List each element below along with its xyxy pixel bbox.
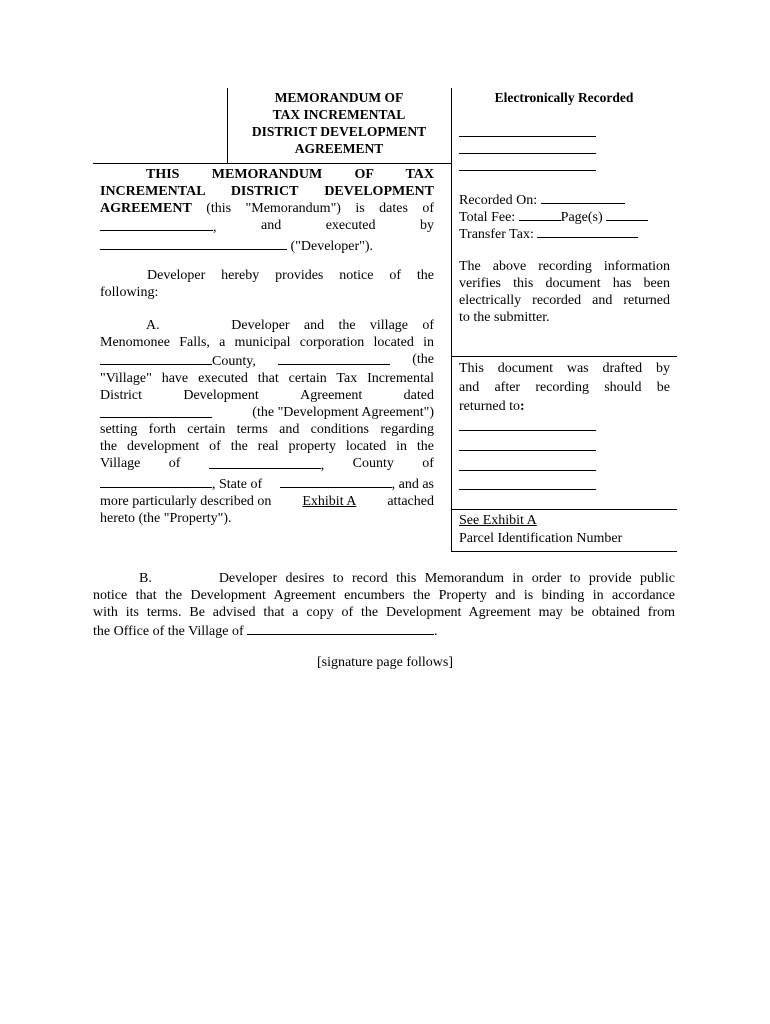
date-blank	[100, 217, 213, 231]
total-fee-blank	[519, 207, 561, 221]
county-of-blank	[100, 474, 212, 488]
title-line-4: AGREEMENT	[294, 141, 384, 156]
b-line-2: notice that the Development Agreement encumbers the Property and is binding in accordance	[93, 588, 675, 603]
intro-executed: executed	[325, 218, 376, 233]
intro-agreement-bold: AGREEMENT	[100, 201, 192, 216]
a-line-1: A. Developer and the village of	[146, 318, 434, 333]
a-line-3	[100, 351, 434, 370]
a-attached: attached	[387, 494, 434, 509]
a-development: Development	[183, 388, 259, 403]
intro-line-4	[100, 217, 434, 236]
drafted-line-3	[459, 397, 670, 416]
b-office-of: the Office of the Village of	[93, 624, 244, 639]
b-line-1: B. Developer desires to record this Memorandum in order to provide public	[139, 571, 675, 586]
intro-line-2: INCREMENTAL DISTRICT DEVELOPMENT	[100, 184, 434, 199]
returned-to-colon: :	[520, 399, 525, 414]
recorded-on-label: Recorded On:	[459, 193, 538, 208]
electronically-recorded-heading: Electronically Recorded	[494, 90, 634, 105]
paragraph-a	[100, 317, 434, 527]
b-line-3: with its terms. Be advised that a copy of the Development Agreement may be obtained from	[93, 605, 675, 620]
intro-by: by	[419, 218, 434, 233]
a-the: (the	[412, 352, 434, 367]
title-line-1: MEMORANDUM OF	[274, 90, 404, 105]
state-field	[280, 474, 434, 493]
recording-info-line-3: electrically recorded and returned	[459, 293, 670, 308]
a-line-10	[100, 474, 434, 493]
agreement-date-blank	[100, 404, 212, 418]
right-divider-2	[451, 509, 677, 510]
state-of-label: , State of	[212, 477, 263, 492]
right-divider-1	[451, 356, 677, 357]
a-line-9	[100, 455, 434, 474]
a-line-2: Menomonee Falls, a municipal corporation located in	[100, 335, 434, 350]
village-of-blank	[209, 455, 321, 469]
return-address-blank-1	[459, 430, 596, 431]
state-blank	[280, 474, 392, 488]
drafted-line-1: This document was drafted by	[459, 361, 670, 376]
transfer-tax-label: Transfer Tax:	[459, 227, 534, 242]
recorded-on-blank	[541, 190, 625, 204]
a-village: Village	[100, 456, 141, 471]
intro-comma: ,	[213, 220, 217, 235]
pages-label: Page(s)	[560, 210, 603, 225]
intro-date-field	[100, 217, 217, 236]
intro-and: and	[261, 218, 282, 233]
notice-line-1: Developer hereby provides notice of the	[147, 268, 434, 283]
recording-info-line-1: The above recording information	[459, 259, 670, 274]
recording-blank-1	[459, 136, 596, 137]
right-divider-3	[451, 551, 677, 552]
return-address-blank-3	[459, 470, 596, 471]
drafted-by-paragraph	[459, 359, 670, 416]
development-agreement-label: (the "Development Agreement")	[252, 405, 434, 420]
pages-blank	[606, 207, 648, 221]
parcel-id-label: Parcel Identification Number	[459, 531, 623, 546]
see-exhibit-link: See Exhibit A	[459, 513, 537, 528]
a-line-6	[100, 404, 434, 421]
a-described-on: more particularly described on	[100, 494, 272, 509]
county-of-field	[100, 474, 262, 493]
a-agreement: Agreement	[300, 388, 363, 403]
transfer-tax-line	[459, 224, 674, 243]
notice-line-2: following:	[100, 285, 159, 300]
left-column-top-border	[93, 163, 452, 164]
intro-line-5	[100, 236, 434, 255]
a-line-7: setting forth certain terms and conditions regarding	[100, 422, 434, 437]
a-line-12: hereto (the "Property").	[100, 511, 232, 526]
drafted-line-2: and after recording should be	[459, 380, 670, 395]
county-blank	[100, 351, 212, 365]
intro-line-3	[100, 200, 434, 217]
and-as-label: , and as	[391, 477, 434, 492]
a-line-8: the development of the real property located in the	[100, 439, 434, 454]
document-title	[232, 89, 446, 157]
a-of-2: of	[422, 456, 434, 471]
county-field	[100, 351, 256, 370]
a-comma-1: ,	[320, 458, 325, 473]
a-dated: dated	[403, 388, 434, 403]
recording-blank-3	[459, 170, 596, 171]
a-county: County	[352, 456, 394, 471]
a-line-11	[100, 493, 434, 510]
intro-line-1	[100, 166, 434, 183]
a-line-5	[100, 387, 434, 404]
recording-blank-2	[459, 153, 596, 154]
transfer-tax-blank	[537, 224, 638, 238]
a-district: District	[100, 388, 142, 403]
b-line-4	[93, 621, 675, 640]
village-office-blank	[247, 621, 434, 635]
returned-to-label: returned to	[459, 399, 521, 414]
exhibit-a-reference: Exhibit A	[302, 494, 357, 509]
total-fee-label: Total Fee:	[459, 210, 516, 225]
paragraph-b	[93, 570, 675, 640]
b-period: .	[434, 624, 438, 639]
notice-paragraph	[100, 267, 434, 301]
recording-info-line-2: verifies this document has been	[459, 276, 670, 291]
column-divider	[451, 88, 452, 552]
return-address-blank-2	[459, 450, 596, 451]
recording-info-line-4: to the submitter.	[459, 310, 550, 325]
intro-line-3-rest: (this "Memorandum") is dates of	[191, 201, 434, 216]
intro-line-1-text: THIS MEMORANDUM OF TAX	[146, 167, 434, 182]
intro-paragraph	[100, 166, 434, 255]
signature-page-note: [signature page follows]	[316, 655, 454, 670]
county-label: County,	[212, 354, 256, 369]
developer-blank	[100, 236, 287, 250]
a-line-4: "Village" have executed that certain Tax Incremental	[100, 371, 434, 386]
title-line-2: TAX INCREMENTAL	[272, 107, 406, 122]
return-address-blank-4	[459, 489, 596, 490]
village-name-blank	[278, 351, 390, 365]
recording-info-paragraph	[459, 258, 670, 326]
title-box-left-border	[227, 88, 228, 164]
a-of-1: of	[168, 456, 181, 471]
village-of-field	[209, 455, 325, 474]
title-line-3: DISTRICT DEVELOPMENT	[251, 124, 427, 139]
developer-label: ("Developer").	[287, 239, 374, 254]
